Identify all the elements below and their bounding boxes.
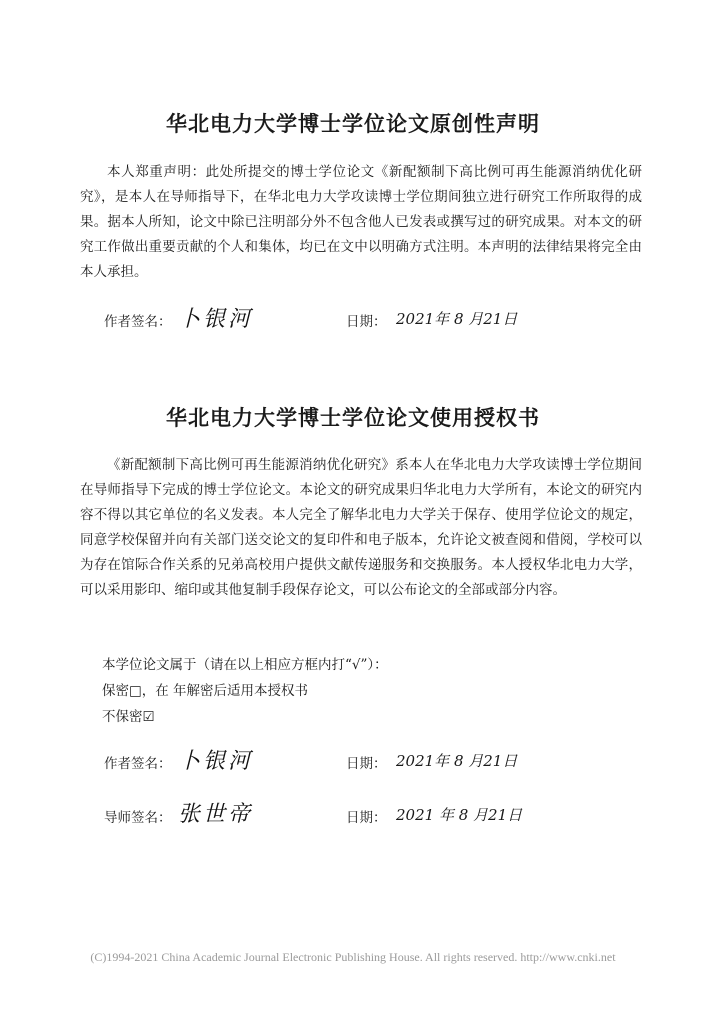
authorization-author-date-label: 日期： <box>346 756 387 772</box>
option-secret: 保密□，在 年解密后适用本授权书 <box>102 683 309 699</box>
category-intro: 本学位论文属于（请在以上相应方框内打“√”）： <box>102 657 388 673</box>
authorization-body: 《新配额制下高比例可再生能源消纳优化研究》系本人在华北电力大学攻读博士学位期间在导师指导下完成的博士学位论文。本论文的研究成果归华北电力大学所有，本论文的研究内容不得以其它单位的名义发表。本人完全了解华北电力大学关于保存、使用学位论文的规定，同意学校保留并向有关部门送交论文的复印件和电子版本，允许论文被查阅和借阅，学校可以为存在馆际合作关系的兄弟高校用户提供文献传递服务和交换服务。本人授权华北电力大学，可以采用影印、缩印或其他复制手段保存论文，可以公布论文的全部或部分内容。 <box>80 457 642 598</box>
advisor-date-label: 日期： <box>346 810 387 826</box>
declaration-author-signature: 卜银河 <box>178 307 254 332</box>
declaration-author-label: 作者签名： <box>104 314 172 330</box>
declaration-body: 本人郑重声明：此处所提交的博士学位论文《新配额制下高比例可再生能源消纳优化研究》，是本人在导师指导下，在华北电力大学攻读博士学位期间独立进行研究工作所取得的成果。据本人所知，论文中除已注明部分外不包含他人已发表或撰写过的研究成果。对本文的研究工作做出重要贡献的个人和集体，均已在文中以明确方式注明。本声明的法律结果将完全由本人承担。 <box>80 164 642 280</box>
authorization-title: 华北电力大学博士学位论文使用授权书 <box>166 406 540 430</box>
declaration-date-value: 2021年 8 月21日 <box>396 310 518 328</box>
authorization-author-signature: 卜银河 <box>178 749 254 774</box>
declaration-date-label: 日期： <box>346 314 387 330</box>
advisor-label: 导师签名： <box>104 810 172 826</box>
authorization-author-date-value: 2021年 8 月21日 <box>396 752 518 770</box>
option-not-secret: 不保密☑ <box>102 709 155 725</box>
declaration-title: 华北电力大学博士学位论文原创性声明 <box>166 112 540 136</box>
copyright-footer: (C)1994-2021 China Academic Journal Electronic Publishing House. All rights reserved. http://www.cnki.net <box>90 950 616 964</box>
authorization-author-label: 作者签名： <box>104 756 172 772</box>
advisor-date-value: 2021 年 8 月21日 <box>396 806 523 824</box>
advisor-signature: 张世帝 <box>178 802 254 827</box>
